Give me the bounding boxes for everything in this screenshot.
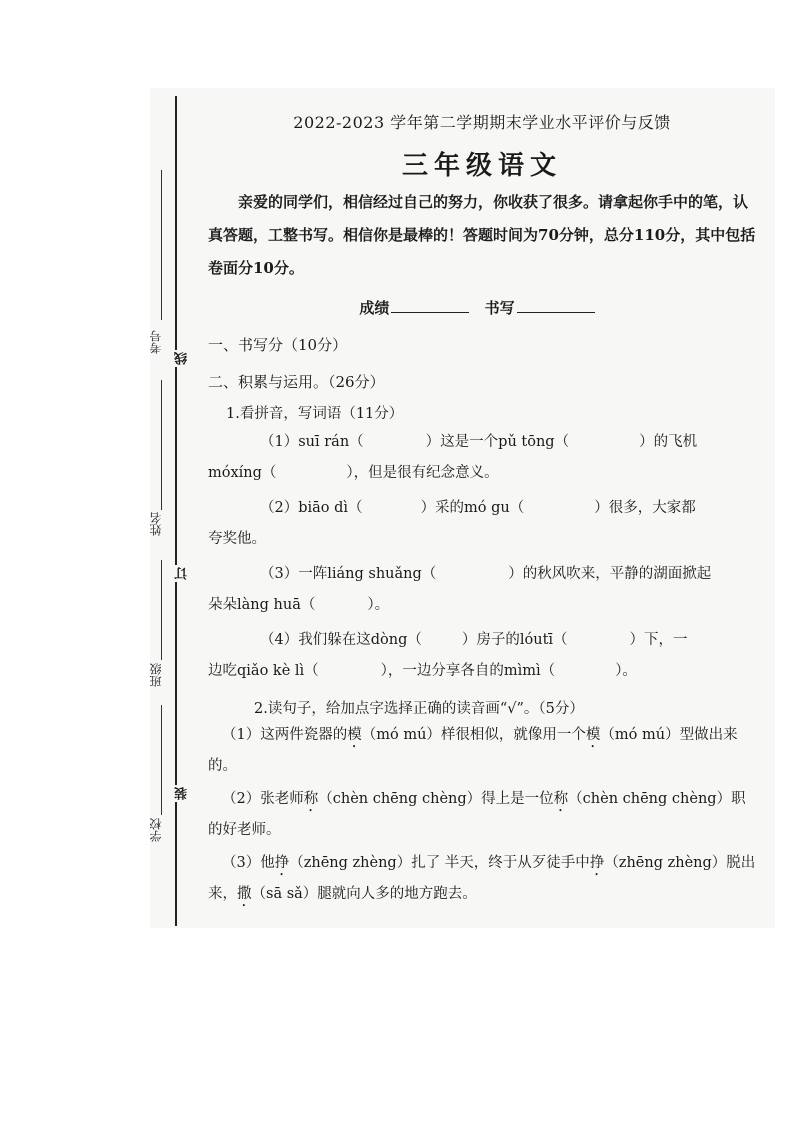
section-accumulation: 二、积累与运用。（26分） bbox=[208, 373, 385, 391]
question-2-title: 2.读句子，给加点字选择正确的读音画“√”。（5分） bbox=[254, 701, 584, 717]
question-2-3: （3）他挣（zhēng zhèng）扎了 半天，终于从歹徒手中挣（zhēng zhèng）脱出来，撒（sā sǎ）腿就向人多的地方跑去。 bbox=[208, 855, 756, 902]
intro-paragraph: 亲爱的同学们，相信经过自己的努力，你收获了很多。请拿起你手中的笔，认真答题，工整书写。相信你是最棒的！答题时间为70分钟，总分110分，其中包括卷面分10分。 bbox=[208, 193, 756, 277]
writing-label: 书写 bbox=[484, 299, 515, 317]
cut-pack-mark: 装 bbox=[175, 787, 190, 800]
cut-line-mark: 线 bbox=[175, 352, 190, 365]
score-label: 成绩 bbox=[359, 299, 390, 317]
school-label: 学校 bbox=[149, 818, 163, 842]
exam-title: 2022-2023 学年第二学期期末学业水平评价与反馈 bbox=[293, 113, 671, 132]
class-blank bbox=[161, 560, 162, 660]
name-blank bbox=[161, 380, 162, 510]
question-2-2: （2）张老师称（chèn chēng chèng）得上是一位称（chèn chēng chèng）职的好老师。 bbox=[208, 791, 746, 838]
question-1-title: 1.看拼音，写词语（11分） bbox=[226, 406, 404, 422]
section-writing: 一、书写分（10分） bbox=[208, 336, 348, 354]
question-2-1: （1）这两件瓷器的模（mó mú）样很相似，就像用一个模（mó mú）型做出来的。 bbox=[208, 727, 738, 774]
exam-no-blank bbox=[161, 170, 162, 320]
exam-content bbox=[208, 100, 756, 910]
score-row bbox=[208, 297, 756, 318]
question-1-4: （4）我们躲在这dòng（ ）房子的lóutī（ ）下，一 边吃qiǎo kè lì（ ），一边分享各自的mìmì（ ）。 bbox=[208, 632, 688, 679]
writing-blank[interactable] bbox=[517, 312, 595, 313]
cut-bind-mark: 订 bbox=[175, 567, 190, 580]
name-label: 姓名 bbox=[149, 512, 163, 536]
school-blank bbox=[161, 705, 162, 815]
class-label: 班级 bbox=[149, 663, 163, 687]
question-1-3: （3）一阵liáng shuǎng（ ）的秋风吹来，平静的湖面掀起 朵朵làng huā（ ）。 bbox=[208, 566, 712, 613]
subject-title: 三年级语文 bbox=[401, 151, 562, 181]
exam-no-label: 考号 bbox=[149, 330, 163, 354]
score-blank[interactable] bbox=[391, 312, 469, 313]
question-1-2: （2）biāo dì（ ）采的mó gu（ ）很多，大家都 夸奖他。 bbox=[208, 500, 696, 547]
question-1-1: （1）suī rán（ ）这是一个pǔ tōng（ ）的飞机 móxíng（ ），但是很有纪念意义。 bbox=[208, 434, 698, 481]
